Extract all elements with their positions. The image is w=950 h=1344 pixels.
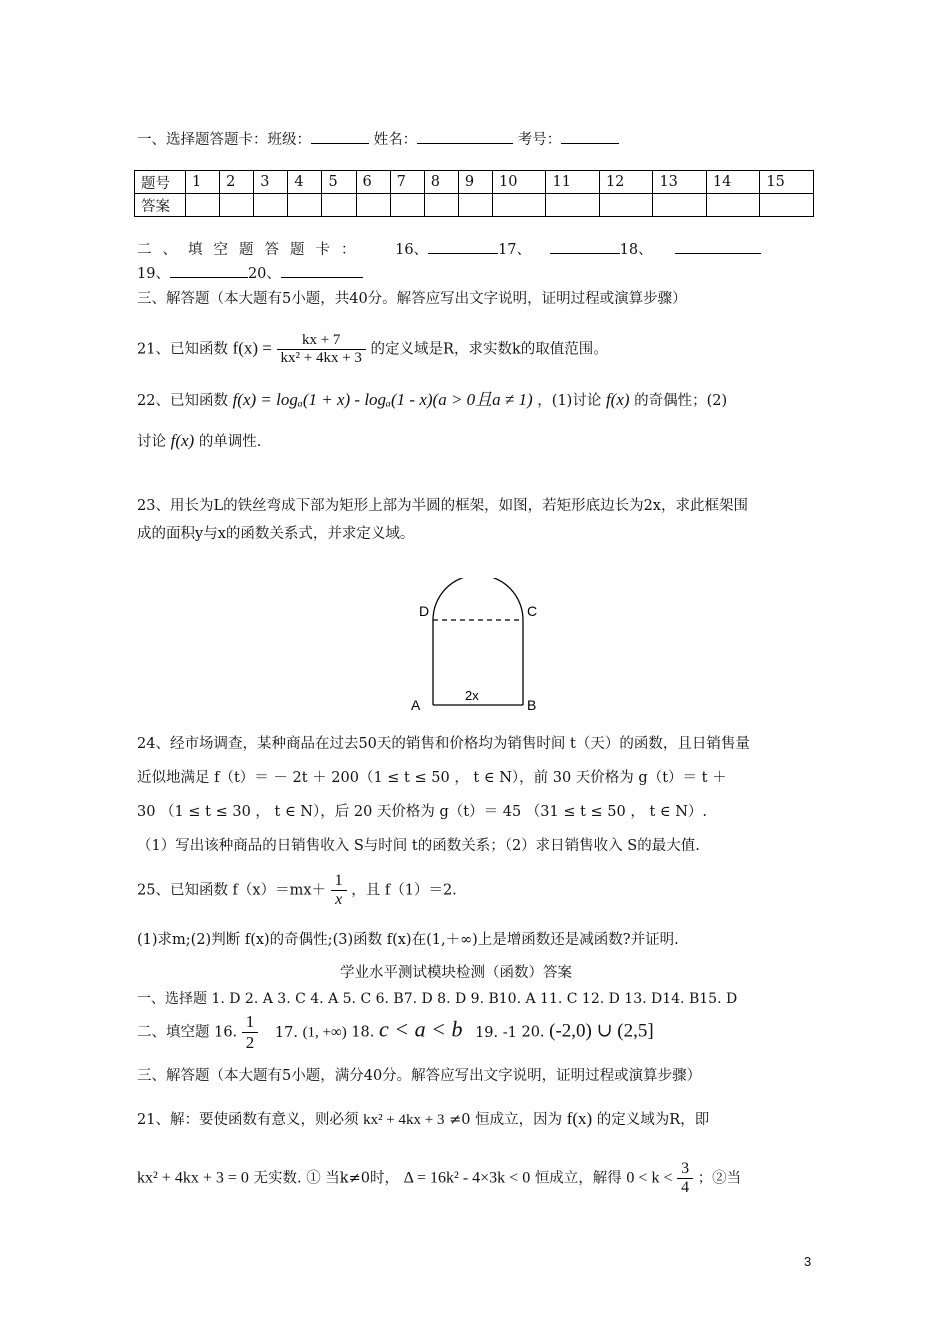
question-22-line2: 讨论 f(x) 的单调性. bbox=[137, 431, 262, 450]
answer-cell[interactable] bbox=[356, 194, 390, 217]
answer-cell[interactable] bbox=[424, 194, 458, 217]
fill-card-line2: 19、 20、 bbox=[137, 262, 363, 283]
answer-cell[interactable] bbox=[322, 194, 356, 217]
table-row bbox=[135, 171, 814, 194]
question-21: 21、已知函数 f(x) = $\frac{kx + 7}{\text{kx² + 4kx + 3}}$ 的定义域是R，求实数k的取值范围。 bbox=[137, 332, 608, 366]
question-25-line2: (1)求m;(2)判断 f(x)的奇偶性;(3)函数 f(x)在(1,＋∞)上是增函数还是减函数?并证明. bbox=[137, 932, 679, 948]
q-number: 10 bbox=[492, 171, 545, 194]
label-base: 2x bbox=[465, 688, 479, 703]
semicircle-arc bbox=[433, 578, 523, 620]
answer-cell[interactable] bbox=[254, 194, 288, 217]
solution-21-line2: kx² + 4kx + 3 = 0 无实数. ① 当k≠0时， Δ = 16k² - 4×3k < 0 恒成立，解得 0 < k < $\frac{3}{4}$ ；②当 bbox=[137, 1160, 742, 1196]
answers-title: 学业水平测试模块检测（函数）答案 bbox=[340, 965, 572, 981]
name-blank[interactable] bbox=[417, 129, 513, 144]
frame-figure bbox=[405, 578, 545, 718]
question-22: 22、已知函数 f(x) = logₐ(1 + x) - logₐ(1 - x)(a > 0且a ≠ 1) ，(1)讨论 f(x) 的奇偶性；(2) bbox=[137, 390, 728, 409]
row-label-number: 题号 bbox=[135, 171, 186, 194]
q-number: 4 bbox=[288, 171, 322, 194]
q-number: 12 bbox=[599, 171, 652, 194]
answers-fill: 二、填空题 16. $\frac{1}{2}$ 17. (1, +∞) 18. c < a < b 19. -1 20. (-2,0) ∪ (2,5] bbox=[137, 1012, 654, 1052]
question-24-line2: 近似地满足 f（t）＝ － 2t ＋ 200（1 ≤ t ≤ 50 ， t ∈ N），前 30 天价格为 g（t）＝ t ＋ bbox=[137, 770, 727, 786]
class-blank[interactable] bbox=[311, 129, 369, 144]
question-25: 25、已知函数 f（x）＝mx＋ $\frac{1}{x}$ ，且 f（1）＝2. bbox=[137, 872, 457, 908]
answer-cell[interactable] bbox=[546, 194, 599, 217]
q-number: 8 bbox=[424, 171, 458, 194]
blank-18[interactable] bbox=[675, 239, 761, 254]
q-number: 6 bbox=[356, 171, 390, 194]
answer-cell[interactable] bbox=[220, 194, 254, 217]
solution-21-line1: 21、解：要使函数有意义，则必须 kx² + 4kx + 3 ≠0 恒成立，因为 f(x) 的定义域为R，即 bbox=[137, 1109, 710, 1128]
q-number: 3 bbox=[254, 171, 288, 194]
blank-19[interactable] bbox=[170, 263, 248, 278]
blank-17b[interactable] bbox=[550, 239, 620, 254]
q-number: 9 bbox=[458, 171, 492, 194]
answer-cell[interactable] bbox=[653, 194, 706, 217]
q-number: 15 bbox=[760, 171, 814, 194]
question-24-line3: 30 （1 ≤ t ≤ 30 ， t ∈ N），后 20 天价格为 g（t）＝ 45 （31 ≤ t ≤ 50 ， t ∈ N）. bbox=[137, 804, 708, 820]
table-row bbox=[135, 194, 814, 217]
question-24-line4: （1）写出该种商品的日销售收入 S与时间 t的函数关系；（2）求日销售收入 S的最大值. bbox=[137, 838, 700, 854]
question-23-line2: 成的面积y与x的函数关系式，并求定义域。 bbox=[137, 526, 415, 542]
q-number: 1 bbox=[186, 171, 220, 194]
page-number: 3 bbox=[804, 1254, 812, 1269]
question-23-line1: 23、用长为L的铁丝弯成下部为矩形上部为半圆的框架，如图，若矩形底边长为2x，求此框架围 bbox=[137, 498, 748, 514]
fill-card-line1: 二、填空题答题卡： 16、 17、 18、 bbox=[137, 238, 761, 259]
answer-card-table bbox=[134, 170, 814, 217]
blank-16[interactable] bbox=[428, 239, 498, 254]
q-number: 2 bbox=[220, 171, 254, 194]
q21-fraction: $\frac{kx + 7}{\text{kx² + 4kx + 3}}$ bbox=[277, 332, 366, 367]
answer-cell[interactable] bbox=[706, 194, 759, 217]
label-a: A bbox=[411, 697, 421, 713]
answer-cell[interactable] bbox=[492, 194, 545, 217]
answer-cell[interactable] bbox=[599, 194, 652, 217]
q-number: 13 bbox=[653, 171, 706, 194]
a16-fraction: $\frac{1}{2}$ bbox=[242, 1012, 259, 1053]
q25-fraction: $\frac{1}{x}$ bbox=[331, 872, 347, 909]
answer-card-header: 一、选择题答题卡：班级： 姓名： 考号： bbox=[137, 128, 619, 149]
answers-section3: 三、解答题（本大题有5小题，满分40分。解答应写出文字说明，证明过程或演算步骤） bbox=[137, 1068, 702, 1084]
section3-title: 三、解答题（本大题有5小题，共40分。解答应写出文字说明，证明过程或演算步骤） bbox=[137, 291, 687, 307]
label-c: C bbox=[527, 603, 538, 619]
label-d: D bbox=[419, 603, 430, 619]
question-24-line1: 24、经市场调查，某种商品在过去50天的销售和价格均为销售时间 t（天）的函数，且日销售量 bbox=[137, 736, 750, 752]
q-number: 7 bbox=[390, 171, 424, 194]
q-number: 5 bbox=[322, 171, 356, 194]
blank-20[interactable] bbox=[281, 263, 363, 278]
row-label-answer: 答案 bbox=[135, 194, 186, 217]
answer-cell[interactable] bbox=[760, 194, 814, 217]
answer-cell[interactable] bbox=[390, 194, 424, 217]
answer-cell[interactable] bbox=[458, 194, 492, 217]
label-b: B bbox=[527, 697, 537, 713]
answer-cell[interactable] bbox=[186, 194, 220, 217]
answer-cell[interactable] bbox=[288, 194, 322, 217]
q-number: 11 bbox=[546, 171, 599, 194]
q-number: 14 bbox=[706, 171, 759, 194]
id-blank[interactable] bbox=[561, 129, 619, 144]
answers-choice: 一、选择题 1. D 2. A 3. C 4. A 5. C 6. B7. D 8. D 9. B10. A 11. C 12. D 13. D14. B15. D bbox=[137, 991, 738, 1007]
sol21-fraction: $\frac{3}{4}$ bbox=[677, 1160, 693, 1197]
